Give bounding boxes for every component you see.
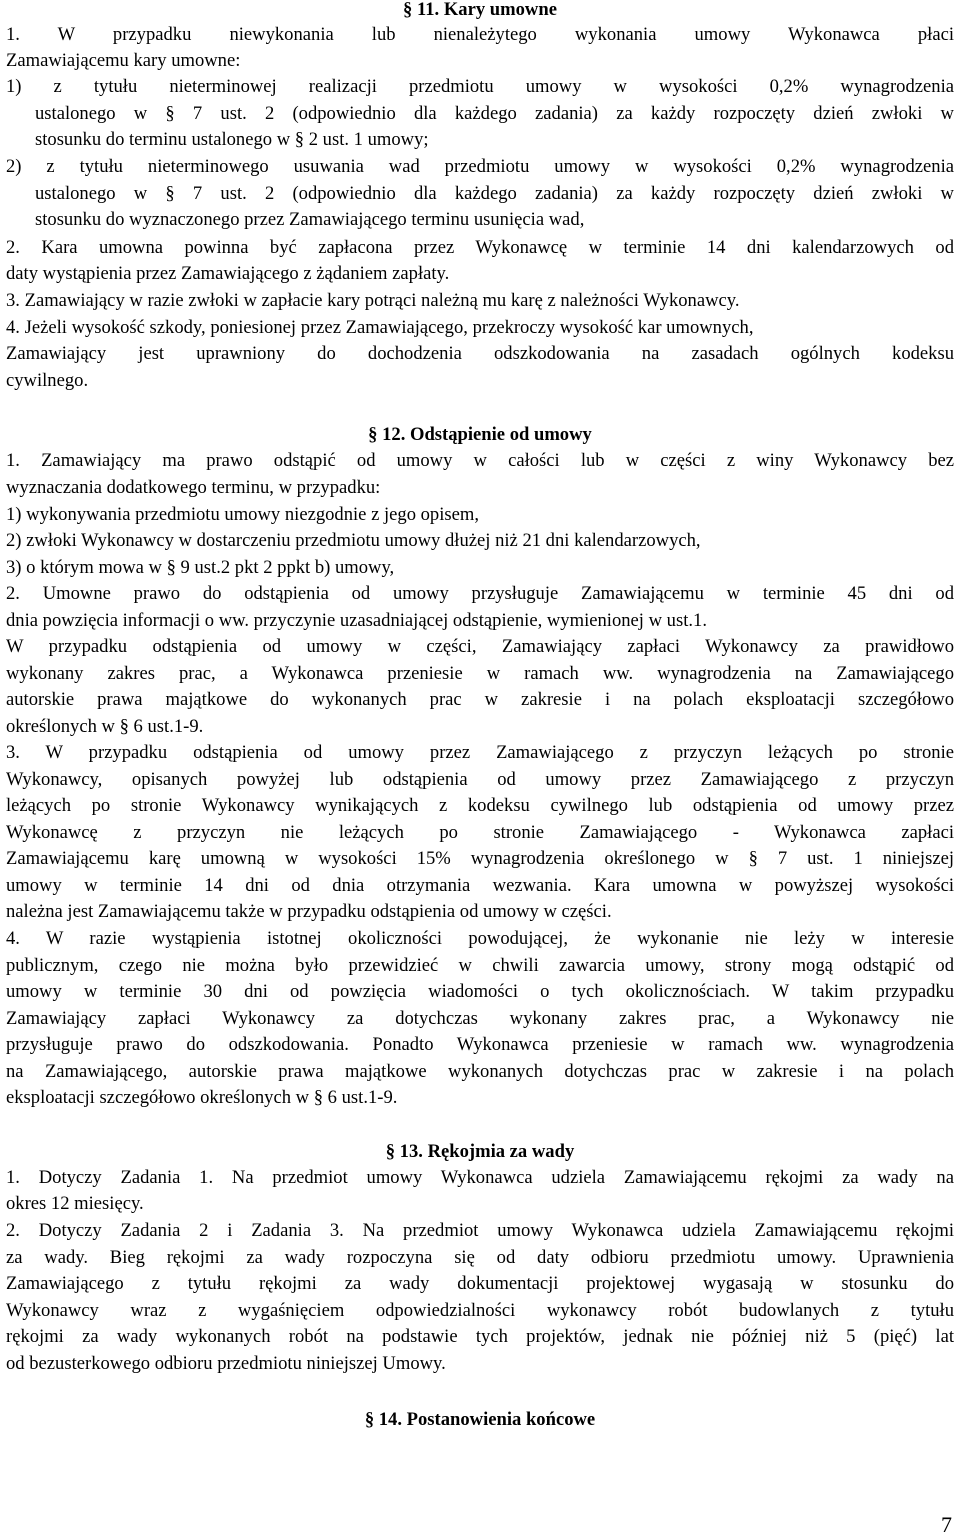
paragraph-line: Zamawiający zapłaci Wykonawcy za dotychczas wykonany zakres prac, a Wykonawcy nie (6, 1008, 954, 1029)
paragraph-line: 2. Dotyczy Zadania 2 i Zadania 3. Na przedmiot umowy Wykonawca udziela Zamawiającemu rękojmi (6, 1220, 954, 1241)
paragraph-line: cywilnego. (6, 370, 89, 391)
paragraph-line: ustalonego w § 7 ust. 2 (odpowiednio dla każdego zadania) za każdy rozpoczęty dzień zwłoki w (35, 183, 954, 204)
paragraph-line: dnia powzięcia informacji o ww. przyczynie uzasadniającej odstąpienie, wymienionej w ust.1. (6, 610, 707, 631)
section-11-heading: § 11. Kary umowne (403, 0, 557, 20)
paragraph-line: 1. Dotyczy Zadania 1. Na przedmiot umowy Wykonawca udziela Zamawiającemu rękojmi za wady na (6, 1167, 954, 1188)
paragraph-line: okres 12 miesięcy. (6, 1193, 144, 1214)
page-number: 7 (941, 1512, 952, 1537)
paragraph-line: 1. Zamawiający ma prawo odstąpić od umowy w całości lub w części z winy Wykonawcy bez (6, 450, 954, 471)
paragraph-line: 3. Zamawiający w razie zwłoki w zapłacie kary potrąci należną mu karę z należności Wykonawcy. (6, 290, 740, 311)
paragraph-line: należna jest Zamawiającemu także w przypadku odstąpienia od umowy w części. (6, 901, 612, 922)
paragraph-line: Zamawiającego z tytułu rękojmi za wady dokumentacji projektowej wygasają w stosunku do (6, 1273, 954, 1294)
paragraph-line: Wykonawcy, opisanych powyżej lub odstąpienia od umowy przez Zamawiającego z przyczyn (6, 769, 954, 790)
paragraph-line: 2) zwłoki Wykonawcy w dostarczeniu przedmiotu umowy dłużej niż 21 dni kalendarzowych, (6, 530, 701, 551)
paragraph-line: 3. W przypadku odstąpienia od umowy przez Zamawiającego z przyczyn leżących po stronie (6, 742, 954, 763)
paragraph-line: 1) z tytułu nieterminowej realizacji przedmiotu umowy w wysokości 0,2% wynagrodzenia (6, 76, 954, 97)
paragraph-line: Zamawiający jest uprawniony do dochodzenia odszkodowania na zasadach ogólnych kodeksu (6, 343, 954, 364)
paragraph-line: Wykonawcę z przyczyn nie leżących po stronie Zamawiającego - Wykonawca zapłaci (6, 822, 954, 843)
paragraph-line: stosunku do terminu ustalonego w § 2 ust. 1 umowy; (35, 129, 429, 150)
paragraph-line: 1. W przypadku niewykonania lub nienależytego wykonania umowy Wykonawca płaci (6, 24, 954, 45)
paragraph-line: Zamawiającemu karę umowną w wysokości 15% wynagrodzenia określonego w § 7 ust. 1 niniejszej (6, 848, 954, 869)
paragraph-line: rękojmi za wady wykonanych robót na podstawie tych projektów, jednak nie później niż 5 (pięć) lat (6, 1326, 954, 1347)
section-12-heading: § 12. Odstąpienie od umowy (368, 424, 592, 445)
paragraph-line: daty wystąpienia przez Zamawiającego z żądaniem zapłaty. (6, 263, 450, 284)
paragraph-line: umowy w terminie 30 dni od powzięcia wiadomości o tych okolicznościach. W takim przypadku (6, 981, 954, 1002)
paragraph-line: wykonany zakres prac, a Wykonawca przeniesie w ramach ww. wynagrodzenia na Zamawiającego (6, 663, 954, 684)
paragraph-line: za wady. Bieg rękojmi za wady rozpoczyna się od daty odbioru przedmiotu umowy. Uprawnienia (6, 1247, 954, 1268)
section-13-heading: § 13. Rękojmia za wady (385, 1141, 575, 1162)
paragraph-line: określonych w § 6 ust.1-9. (6, 716, 204, 737)
paragraph-line: eksploatacji szczegółowo określonych w § 6 ust.1-9. (6, 1087, 398, 1108)
paragraph-line: stosunku do wyznaczonego przez Zamawiającego terminu usunięcia wad, (35, 209, 585, 230)
paragraph-line: od bezusterkowego odbioru przedmiotu niniejszej Umowy. (6, 1353, 446, 1374)
paragraph-line: 3) o którym mowa w § 9 ust.2 pkt 2 ppkt b) umowy, (6, 557, 395, 578)
paragraph-line: autorskie prawa majątkowe do wykonanych prac w zakresie i na polach eksploatacji szczegółowo (6, 689, 954, 710)
paragraph-line: 2. Umowne prawo do odstąpienia od umowy przysługuje Zamawiającemu w terminie 45 dni od (6, 583, 954, 604)
paragraph-line: umowy w terminie 14 dni od dnia otrzymania wezwania. Kara umowna w powyższej wysokości (6, 875, 954, 896)
paragraph-line: Zamawiającemu kary umowne: (6, 50, 241, 71)
paragraph-line: 2. Kara umowna powinna być zapłacona przez Wykonawcę w terminie 14 dni kalendarzowych od (6, 237, 954, 258)
paragraph-line: 4. W razie wystąpienia istotnej okoliczności powodującej, że wykonanie nie leży w interesie (6, 928, 954, 949)
paragraph-line: 1) wykonywania przedmiotu umowy niezgodnie z jego opisem, (6, 504, 479, 525)
paragraph-line: leżących po stronie Wykonawcy wynikających z kodeksu cywilnego lub odstąpienia od umowy przez (6, 795, 954, 816)
paragraph-line: 4. Jeżeli wysokość szkody, poniesionej przez Zamawiającego, przekroczy wysokość kar umownych, (6, 317, 754, 338)
paragraph-line: ustalonego w § 7 ust. 2 (odpowiednio dla każdego zadania) za każdy rozpoczęty dzień zwłoki w (35, 103, 954, 124)
paragraph-line: Wykonawcy wraz z wygaśnięciem odpowiedzialności wykonawcy robót budowlanych z tytułu (6, 1300, 954, 1321)
paragraph-line: przysługuje prawo do odszkodowania. Ponadto Wykonawca przeniesie w ramach ww. wynagrodzenia (6, 1034, 954, 1055)
paragraph-line: wyznaczania dodatkowego terminu, w przypadku: (6, 477, 381, 498)
paragraph-line: W przypadku odstąpienia od umowy w części, Zamawiający zapłaci Wykonawcy za prawidłowo (6, 636, 954, 657)
paragraph-line: 2) z tytułu nieterminowego usuwania wad przedmiotu umowy w wysokości 0,2% wynagrodzenia (6, 156, 954, 177)
section-14-heading: § 14. Postanowienia końcowe (364, 1409, 596, 1430)
paragraph-line: publicznym, czego nie można było przewidzieć w chwili zawarcia umowy, strony mogą odstąpić od (6, 955, 954, 976)
paragraph-line: na Zamawiającego, autorskie prawa majątkowe wykonanych dotychczas prac w zakresie i na polach (6, 1061, 954, 1082)
